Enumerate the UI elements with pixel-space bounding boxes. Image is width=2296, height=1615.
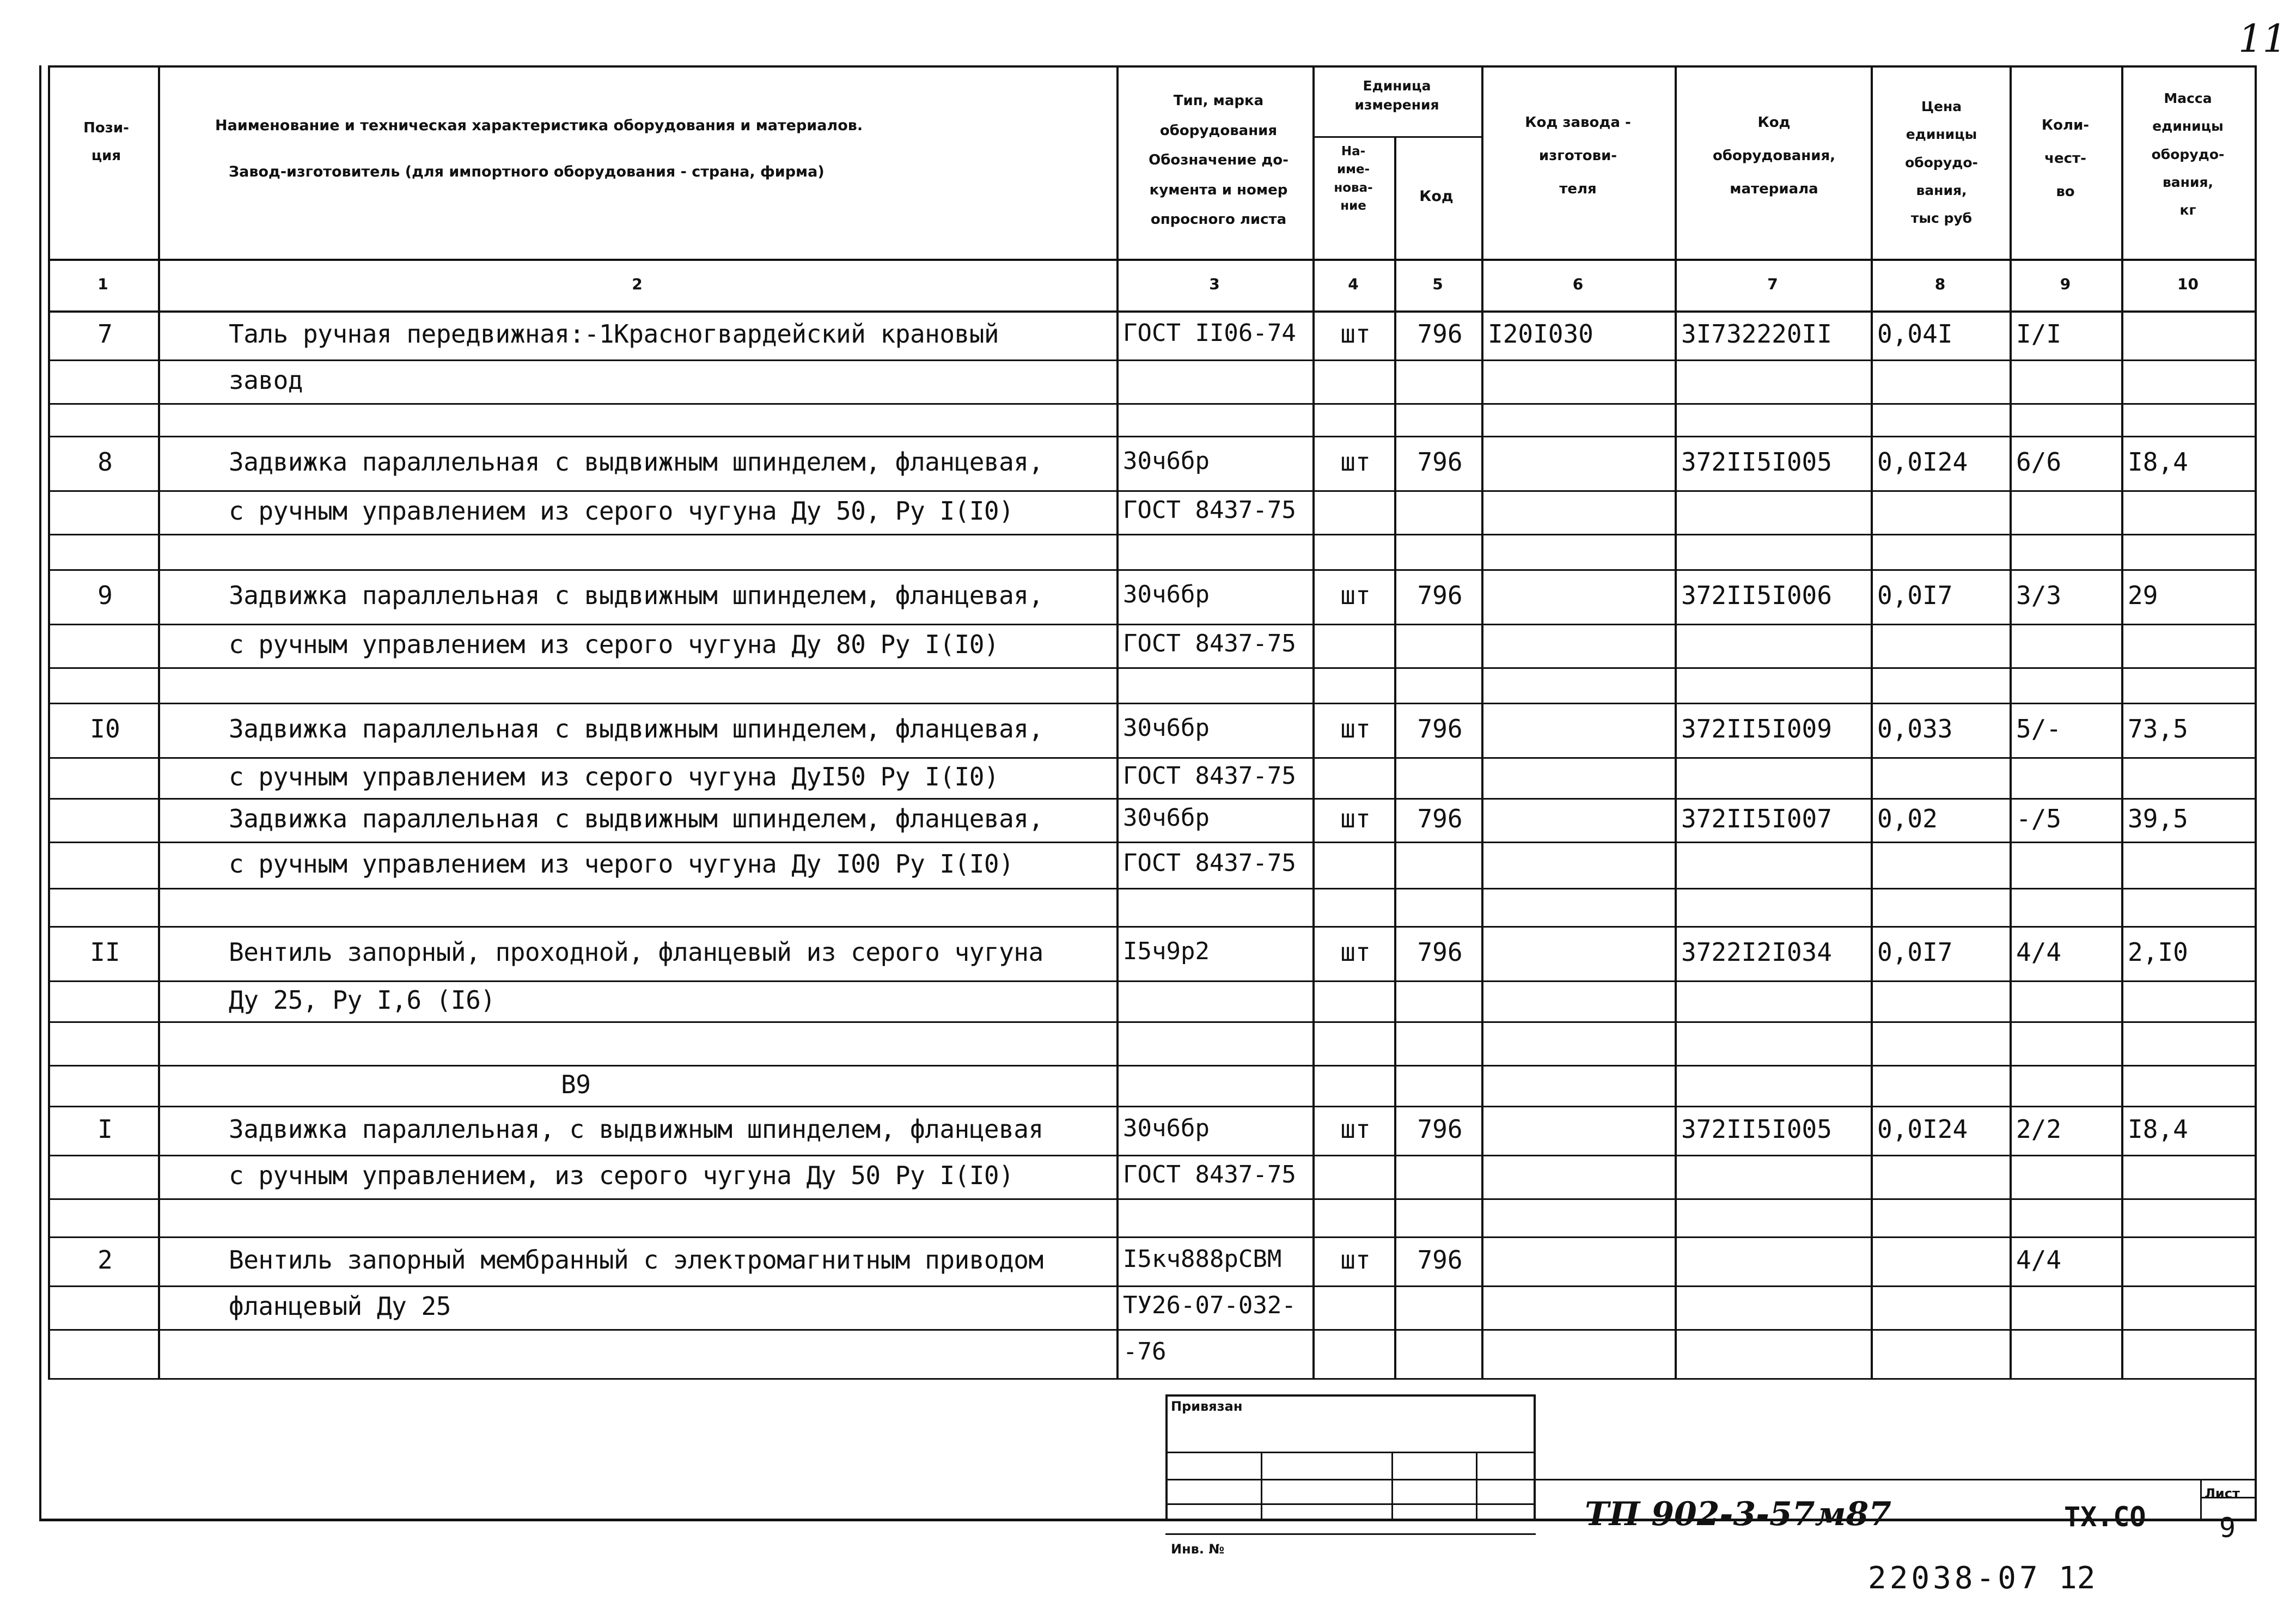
row-position: I0 — [90, 714, 120, 743]
row-divider — [48, 403, 2255, 405]
row-unit-code: 796 — [1417, 937, 1463, 967]
row-divider — [48, 490, 2255, 492]
column-number: 8 — [1934, 275, 1946, 293]
row-type-mark: 30ч6бр — [1123, 714, 1210, 742]
row-equipment-code: 372II5I009 — [1681, 714, 1832, 743]
row-divider — [48, 842, 2255, 843]
stamp-border-right — [1534, 1394, 1536, 1520]
row-unit-name: шт — [1340, 581, 1371, 610]
row-name: Задвижка параллельная с выдвижным шпинделем, фланцевая, — [229, 447, 1043, 477]
row-unit-mass: 39,5 — [2128, 804, 2188, 833]
row-unit-code: 796 — [1417, 447, 1463, 477]
row-divider — [48, 926, 2255, 928]
table-top-border — [48, 65, 2255, 68]
row-position: 8 — [97, 447, 113, 477]
row-unit-code: 796 — [1417, 714, 1463, 743]
row-divider — [48, 757, 2255, 759]
column-divider — [48, 65, 50, 1378]
row-unit-name: шт — [1340, 804, 1371, 833]
stamp-row-line — [1165, 1533, 1536, 1535]
row-divider — [48, 1285, 2255, 1287]
sheet-code: ТХ.СО — [2064, 1501, 2146, 1533]
row-equipment-code: 372II5I006 — [1681, 581, 1832, 610]
row-type-mark: I5кч888рСВМ — [1123, 1245, 1282, 1273]
stamp-border-left — [1165, 1394, 1168, 1520]
header-unit-code: Код — [1419, 188, 1454, 205]
header-bottom-border — [48, 259, 2255, 261]
row-name: Вентиль запорный, проходной, фланцевый из серого чугуна — [229, 937, 1043, 967]
archive-number: 22038-07 — [1868, 1561, 2041, 1596]
row-unit-mass: 2,I0 — [2128, 937, 2188, 967]
header-type-mark: Тип, марка оборудования Обозначение до- кумента и номер опросного листа — [1149, 93, 1289, 228]
unit-subheader-line — [1312, 136, 1481, 138]
row-divider — [48, 703, 2255, 704]
corner-page-number: 11 — [2238, 16, 2287, 61]
row-unit-name: шт — [1340, 714, 1371, 743]
row-divider — [48, 436, 2255, 437]
row-type-mark: 30ч6бр — [1123, 804, 1210, 832]
row-type-mark: ГОСТ 8437-75 — [1123, 630, 1296, 657]
stamp-col-line — [1476, 1452, 1477, 1520]
column-number: 9 — [2060, 275, 2071, 293]
row-name: Ду 25, Ру I,6 (I6) — [229, 985, 496, 1015]
frame-left — [39, 65, 41, 1520]
row-quantity: 3/3 — [2016, 581, 2062, 610]
row-unit-mass: I8,4 — [2128, 447, 2188, 477]
row-type-mark: ТУ26-07-032- — [1123, 1291, 1296, 1319]
row-unit-name: шт — [1340, 319, 1371, 349]
row-name: Таль ручная передвижная:-1Красногвардейский крановый — [229, 319, 999, 349]
row-equipment-code: 372II5I007 — [1681, 804, 1832, 833]
row-equipment-code: 372II5I005 — [1681, 1114, 1832, 1144]
row-divider — [48, 1155, 2255, 1156]
row-unit-price: 0,033 — [1877, 714, 1953, 743]
row-type-mark: ГОСТ II06-74 — [1123, 319, 1296, 347]
row-quantity: 2/2 — [2016, 1114, 2062, 1144]
row-factory-code: I20I030 — [1488, 319, 1593, 349]
column-number: 4 — [1348, 275, 1359, 293]
row-name: с ручным управлением из серого чугуна Ду 50, Ру I(I0) — [229, 496, 1014, 526]
header-unit-name: На- име- нова- ние — [1334, 144, 1373, 214]
row-unit-code: 796 — [1417, 319, 1463, 349]
row-divider — [48, 888, 2255, 889]
header-name-line2: Завод-изготовитель (для импортного оборудования - страна, фирма) — [229, 163, 825, 180]
row-name: с ручным управлением, из серого чугуна Ду 50 Ру I(I0) — [229, 1161, 1014, 1190]
row-divider — [48, 1065, 2255, 1066]
row-unit-price: 0,02 — [1877, 804, 1938, 833]
header-quantity: Коли- чест- во — [2041, 117, 2090, 200]
stamp-attached-label: Привязан — [1171, 1399, 1243, 1414]
colnum-bottom-border — [48, 310, 2255, 313]
row-unit-name: шт — [1340, 1245, 1371, 1275]
row-quantity: I/I — [2016, 319, 2062, 349]
row-unit-code: 796 — [1417, 581, 1463, 610]
row-unit-name: шт — [1340, 1114, 1371, 1144]
row-type-mark: ГОСТ 8437-75 — [1123, 761, 1296, 790]
row-unit-code: 796 — [1417, 804, 1463, 833]
row-name: с ручным управлением из черого чугуна Ду I00 Ру I(I0) — [229, 849, 1014, 879]
row-type-mark: -76 — [1123, 1338, 1167, 1366]
row-equipment-code: 3I732220II — [1681, 319, 1832, 349]
column-number: 2 — [632, 275, 643, 293]
row-unit-name: шт — [1340, 937, 1371, 967]
row-type-mark: ГОСТ 8437-75 — [1123, 496, 1296, 524]
column-number: 10 — [2177, 275, 2199, 293]
row-position: 7 — [97, 319, 113, 349]
row-quantity: 5/- — [2016, 714, 2062, 743]
stamp-inventory-label: Инв. № — [1171, 1541, 1225, 1557]
column-divider — [1871, 65, 1873, 1378]
row-unit-price: 0,04I — [1877, 319, 1953, 349]
frame-right — [2255, 65, 2257, 1520]
stamp-border-top — [1165, 1394, 1536, 1397]
stamp-row-line — [1165, 1479, 1536, 1480]
row-divider — [48, 798, 2255, 800]
stamp-col-line — [1391, 1452, 1393, 1520]
row-divider — [48, 980, 2255, 982]
row-unit-price: 0,0I24 — [1877, 447, 1968, 477]
row-divider — [48, 667, 2255, 669]
stamp-col-line — [1261, 1452, 1262, 1520]
row-divider — [48, 1021, 2255, 1023]
header-unit-mass: Масса единицы оборудо- вания, кг — [2151, 90, 2225, 218]
header-position: Пози- ция — [83, 120, 129, 164]
row-type-mark: 30ч6бр — [1123, 447, 1210, 475]
row-divider — [48, 624, 2255, 625]
title-block-top — [1536, 1479, 2255, 1480]
column-number: 6 — [1572, 275, 1584, 293]
sheet-cell-left — [2200, 1479, 2202, 1520]
column-number: 1 — [97, 275, 108, 293]
column-number: 3 — [1209, 275, 1220, 293]
project-designation: ТП 902-3-57м87 — [1585, 1495, 1892, 1533]
header-unit-price: Цена единицы оборудо- вания, тыс руб — [1905, 99, 1978, 226]
column-divider — [1675, 65, 1677, 1378]
row-name: В9 — [561, 1069, 591, 1099]
row-unit-mass: 73,5 — [2128, 714, 2188, 743]
row-name: с ручным управлением из серого чугуна ДуI50 Ру I(I0) — [229, 761, 999, 791]
row-divider — [48, 359, 2255, 361]
row-divider — [48, 569, 2255, 571]
column-divider — [1312, 65, 1315, 1378]
row-unit-code: 796 — [1417, 1245, 1463, 1275]
row-divider — [48, 1106, 2255, 1107]
row-unit-mass: I8,4 — [2128, 1114, 2188, 1144]
row-unit-price: 0,0I7 — [1877, 937, 1953, 967]
row-type-mark: ГОСТ 8437-75 — [1123, 849, 1296, 877]
row-type-mark: 30ч6бр — [1123, 1114, 1210, 1142]
sheet-label: Лист — [2205, 1486, 2240, 1501]
row-name: Задвижка параллельная с выдвижным шпинделем, фланцевая, — [229, 804, 1043, 833]
column-divider — [2121, 65, 2123, 1378]
row-name: с ручным управлением из серого чугуна Ду 80 Ру I(I0) — [229, 630, 999, 659]
row-quantity: 4/4 — [2016, 1245, 2062, 1275]
column-number: 5 — [1432, 275, 1443, 293]
header-name-line1: Наименование и техническая характеристика оборудования и материалов. — [215, 117, 863, 134]
row-position: 9 — [97, 581, 113, 610]
row-unit-price: 0,0I24 — [1877, 1114, 1968, 1144]
row-type-mark: 30ч6бр — [1123, 581, 1210, 608]
archive-number-suffix: 12 — [2059, 1561, 2096, 1596]
column-divider — [1481, 65, 1483, 1378]
row-unit-code: 796 — [1417, 1114, 1463, 1144]
row-divider — [48, 1329, 2255, 1331]
row-name: фланцевый Ду 25 — [229, 1291, 451, 1321]
row-divider — [48, 1236, 2255, 1238]
row-name: Вентиль запорный мембранный с электромагнитным приводом — [229, 1245, 1043, 1275]
row-type-mark: I5ч9р2 — [1123, 937, 1210, 965]
row-equipment-code: 372II5I005 — [1681, 447, 1832, 477]
row-equipment-code: 3722I2I034 — [1681, 937, 1832, 967]
row-unit-price: 0,0I7 — [1877, 581, 1953, 610]
sheet-number: 9 — [2219, 1512, 2236, 1544]
row-divider — [48, 1198, 2255, 1200]
column-divider — [2010, 65, 2012, 1378]
row-name: Задвижка параллельная с выдвижным шпинделем, фланцевая, — [229, 581, 1043, 610]
row-type-mark: ГОСТ 8437-75 — [1123, 1161, 1296, 1189]
row-unit-mass: 29 — [2128, 581, 2158, 610]
frame-bottom — [39, 1519, 2257, 1521]
row-name: Задвижка параллельная с выдвижным шпинделем, фланцевая, — [229, 714, 1043, 743]
row-divider — [48, 534, 2255, 535]
header-equipment-code: Код оборудования, материала — [1712, 114, 1836, 198]
row-name: завод — [229, 365, 303, 395]
stamp-row-line — [1165, 1452, 1536, 1453]
column-divider — [158, 65, 160, 1378]
stamp-row-line — [1165, 1503, 1536, 1505]
row-name: Задвижка параллельная, с выдвижным шпинделем, фланцевая — [229, 1114, 1043, 1144]
header-factory-code: Код завода - изготови- теля — [1525, 114, 1631, 198]
row-position: 2 — [97, 1245, 113, 1275]
row-quantity: 4/4 — [2016, 937, 2062, 967]
header-unit: Единица измерения — [1354, 78, 1439, 113]
column-number: 7 — [1767, 275, 1778, 293]
row-quantity: -/5 — [2016, 804, 2062, 833]
row-quantity: 6/6 — [2016, 447, 2062, 477]
row-position: I — [97, 1114, 113, 1144]
row-position: II — [90, 937, 120, 967]
row-divider — [48, 1378, 2255, 1380]
row-unit-name: шт — [1340, 447, 1371, 477]
